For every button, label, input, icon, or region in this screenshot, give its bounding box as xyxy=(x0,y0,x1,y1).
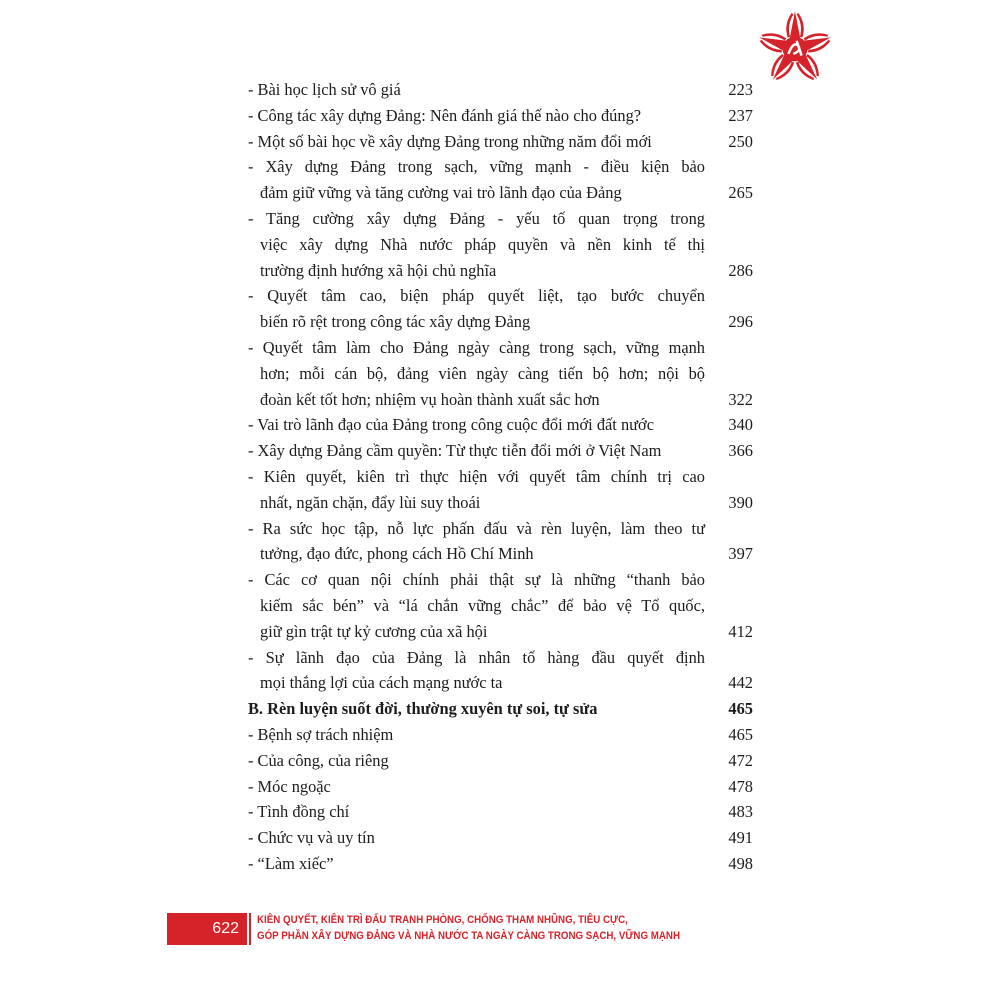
toc-entry-text: - Kiên quyết, kiên trì thực hiện với quyết tâm chính trị cao xyxy=(248,466,705,486)
toc-entry-line xyxy=(248,799,753,825)
running-title xyxy=(257,913,680,945)
toc-entry xyxy=(248,335,753,412)
toc-entry-text: mọi thắng lợi của cách mạng nước ta xyxy=(260,673,503,693)
toc-entry-line xyxy=(248,722,753,748)
toc-entry-line xyxy=(248,567,753,593)
toc-entry xyxy=(248,283,753,335)
toc-entry xyxy=(248,799,753,825)
toc-page-number: 478 xyxy=(728,776,753,796)
toc-entry-line xyxy=(248,335,753,361)
toc-entry xyxy=(248,516,753,568)
toc-entry-text: - Chức vụ và uy tín xyxy=(248,828,375,848)
toc-page-number: 498 xyxy=(728,853,753,873)
toc-entry-line xyxy=(248,180,753,206)
toc-entry-text: đoàn kết tốt hơn; nhiệm vụ hoàn thành xuất sắc hơn xyxy=(260,389,600,409)
toc-entry-text: - Một số bài học về xây dựng Đảng trong những năm đổi mới xyxy=(248,131,652,151)
toc-section-heading xyxy=(248,696,753,722)
toc-page-number: 390 xyxy=(728,492,753,512)
toc-entry-line xyxy=(248,619,753,645)
footer-page-number: 622 xyxy=(167,913,247,945)
toc-entry-text: nhất, ngăn chặn, đẩy lùi suy thoái xyxy=(260,492,481,512)
toc-entry-text: - “Làm xiếc” xyxy=(248,853,334,873)
toc-entry xyxy=(248,567,753,644)
toc-page-number: 322 xyxy=(728,389,753,409)
toc-entry-line xyxy=(248,309,753,335)
toc-entry-line xyxy=(248,541,753,567)
toc-entry-line xyxy=(248,283,753,309)
toc-entry-line xyxy=(248,490,753,516)
toc-entry-line xyxy=(248,77,753,103)
toc-entry xyxy=(248,722,753,748)
toc-entry-text: - Công tác xây dựng Đảng: Nên đánh giá thế nào cho đúng? xyxy=(248,105,642,125)
toc-entry-line xyxy=(248,258,753,284)
toc-page-number: 412 xyxy=(728,621,753,641)
toc-entry-text: - Các cơ quan nội chính phải thật sự là những “thanh bảo xyxy=(248,570,705,590)
running-title-line-2: GÓP PHẦN XÂY DỰNG ĐẢNG VÀ NHÀ NƯỚC TA NGÀY CÀNG TRONG SẠCH, VỮNG MẠNH xyxy=(257,929,680,942)
toc-entry xyxy=(248,154,753,206)
toc-entry-text: - Xây dựng Đảng cầm quyền: Từ thực tiễn đổi mới ở Việt Nam xyxy=(248,441,662,461)
toc-entry-line xyxy=(248,154,753,180)
toc-entry xyxy=(248,774,753,800)
toc-entry-line xyxy=(248,670,753,696)
toc-entry-line xyxy=(248,206,753,232)
footer-divider xyxy=(249,913,251,945)
toc-entry-text: - Vai trò lãnh đạo của Đảng trong công cuộc đổi mới đất nước xyxy=(248,415,654,435)
toc-entry xyxy=(248,645,753,697)
toc-entry-text: - Tình đồng chí xyxy=(248,802,350,822)
toc-entry xyxy=(248,748,753,774)
toc-entry-text: - Của công, của riêng xyxy=(248,750,389,770)
toc-page-number: 250 xyxy=(728,131,753,151)
toc-entry xyxy=(248,438,753,464)
toc-page-number: 296 xyxy=(728,312,753,332)
toc-page-number: 483 xyxy=(728,802,753,822)
toc-page-number: 366 xyxy=(728,441,753,461)
toc-entry-text: - Tăng cường xây dựng Đảng - yếu tố quan trọng trong xyxy=(248,208,705,228)
toc-entry-line xyxy=(248,103,753,129)
toc-entry-text: - Bệnh sợ trách nhiệm xyxy=(248,724,394,744)
toc-entry-text: - Quyết tâm làm cho Đảng ngày càng trong sạch, vững mạnh xyxy=(248,337,705,357)
toc-page-number: 286 xyxy=(728,260,753,280)
toc-entry-text: biến rõ rệt trong công tác xây dựng Đảng xyxy=(260,312,531,332)
toc-entry-line xyxy=(248,851,753,877)
toc-entry-text: - Xây dựng Đảng trong sạch, vững mạnh - điều kiện bảo xyxy=(248,157,705,177)
toc-entry-line xyxy=(248,438,753,464)
toc-page-number: 397 xyxy=(728,544,753,564)
toc-entry xyxy=(248,464,753,516)
toc-page-number: 237 xyxy=(728,105,753,125)
toc-entry-text: việc xây dựng Nhà nước pháp quyền và nền kinh tế thị xyxy=(260,234,705,254)
publisher-logo-icon xyxy=(754,8,836,90)
toc-entry-text: kiếm sắc bén” và “lá chắn vững chắc” để bảo vệ Tổ quốc, xyxy=(260,595,705,615)
toc-entry xyxy=(248,825,753,851)
toc-entry-line xyxy=(248,774,753,800)
toc-page-number: 223 xyxy=(728,80,753,99)
toc-page-number: 465 xyxy=(728,699,753,719)
toc-entry-line xyxy=(248,232,753,258)
toc-entry xyxy=(248,412,753,438)
toc-entry-text: B. Rèn luyện suốt đời, thường xuyên tự soi, tự sửa xyxy=(248,699,598,719)
toc-entry-line xyxy=(248,412,753,438)
toc-entry xyxy=(248,206,753,283)
toc-entry-text: giữ gìn trật tự kỷ cương của xã hội xyxy=(260,621,488,641)
toc-entry xyxy=(248,129,753,155)
toc-entry-text: - Ra sức học tập, nỗ lực phấn đấu và rèn luyện, làm theo tư xyxy=(248,518,705,538)
table-of-contents xyxy=(248,77,753,877)
toc-page-number: 465 xyxy=(728,724,753,744)
toc-entry-line xyxy=(248,387,753,413)
toc-entry-text: - Móc ngoặc xyxy=(248,776,331,796)
toc-entry-line xyxy=(248,696,753,722)
toc-entry-text: - Bài học lịch sử vô giá xyxy=(248,80,401,99)
toc-entry-line xyxy=(248,464,753,490)
toc-entry-line xyxy=(248,516,753,542)
toc-entry-line xyxy=(248,748,753,774)
toc-page-number: 491 xyxy=(728,828,753,848)
toc-entry-line xyxy=(248,361,753,387)
toc-entry-text: - Sự lãnh đạo của Đảng là nhân tố hàng đầu quyết định xyxy=(248,647,705,667)
toc-page-number: 265 xyxy=(728,183,753,203)
toc-page-number: 340 xyxy=(728,415,753,435)
page-footer xyxy=(167,913,797,945)
toc-entry-line xyxy=(248,645,753,671)
toc-entry-text: đảm giữ vững và tăng cường vai trò lãnh đạo của Đảng xyxy=(260,183,622,203)
toc-entry-text: hơn; mỗi cán bộ, đảng viên ngày càng tiến bộ hơn; nội bộ xyxy=(260,363,705,383)
toc-page-number: 442 xyxy=(728,673,753,693)
toc-entry-text: tưởng, đạo đức, phong cách Hồ Chí Minh xyxy=(260,544,534,564)
toc-entry-line xyxy=(248,129,753,155)
toc-entry xyxy=(248,77,753,103)
toc-entry xyxy=(248,851,753,877)
toc-entry-line xyxy=(248,825,753,851)
toc-entry-text: - Quyết tâm cao, biện pháp quyết liệt, tạo bước chuyển xyxy=(248,286,705,306)
running-title-line-1: KIÊN QUYẾT, KIÊN TRÌ ĐẤU TRANH PHÒNG, CHỐNG THAM NHŨNG, TIÊU CỰC, xyxy=(257,914,628,926)
toc-entry xyxy=(248,103,753,129)
toc-entry-text: trường định hướng xã hội chủ nghĩa xyxy=(260,260,497,280)
toc-page-number: 472 xyxy=(728,750,753,770)
toc-entry-line xyxy=(248,593,753,619)
